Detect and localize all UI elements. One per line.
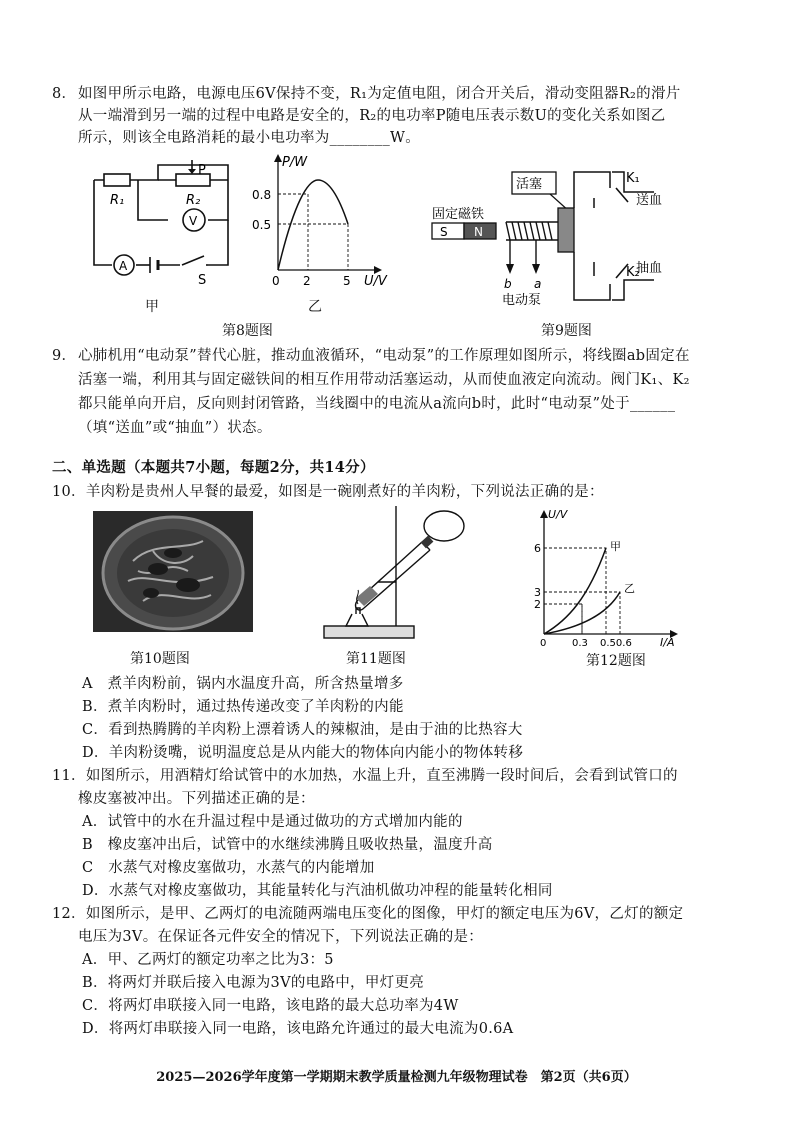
q10-line-1 [52,482,604,502]
q12-number: 12． [52,906,86,922]
graph-tick-2: 2 [303,274,311,288]
section-2-title: 二、单选题（本题共7小题，每题2分，共14分） [52,459,375,476]
graph-tick-05: 0.5 [252,218,272,232]
q11-line-1 [52,766,678,786]
q9-line-2: 活塞一端，利用其与固定磁铁间的相互作用带动活塞运动，从而使血液定向流动。阀门K₁、K₂ [78,372,690,388]
fig-b-label: 乙 [308,299,322,315]
q9-number: 9． [52,348,77,364]
q10-number: 10． [52,484,86,500]
q11-option-c: C 水蒸气对橡皮塞做功，水蒸气的内能增加 [82,860,375,876]
outflow-label: 送血 [636,193,663,208]
q9-text-1: 心肺机用“电动泵”替代心脏，推动血液循环，“电动泵”的工作原理如图所示，将线圈ab固定在 [78,348,690,364]
graph-x-label: U/V [364,274,387,289]
pump-label: 电动泵 [502,293,542,308]
valve-k2-label: K₂ [626,265,640,280]
piston-label: 活塞 [516,177,543,192]
valve-k1-label: K₁ [626,171,640,186]
switch-label: S [198,273,207,288]
voltmeter-label: V [189,214,198,228]
ui-x-label: I/A [660,636,675,649]
q12-ui-graph [528,508,688,648]
page-footer: 2025—2026学年度第一学期期末教学质量检测九年级物理试卷 第2页（共6页） [156,1070,637,1085]
q11-line-2: 橡皮塞被冲出。下列描述正确的是： [78,791,315,807]
q11-number: 11． [52,768,86,784]
ammeter-label: A [119,259,128,273]
q8-caption: 第8题图 [222,323,273,339]
q12-option-b: B．将两灯并联后接入电源为3V的电路中，甲灯更亮 [82,975,425,991]
ui-curve-yi-label: 乙 [624,582,635,595]
ui-tick-03: 0.3 [572,638,588,649]
magnet-n-label: N [474,225,483,239]
q9-caption: 第9题图 [541,323,592,339]
q8-line-1 [52,84,681,104]
graph-tick-08: 0.8 [252,188,272,202]
q10-option-c: C．看到热腾腾的羊肉粉上漂着诱人的辣椒油，是由于油的比热容大 [82,722,523,738]
q10-caption: 第10题图 [130,651,190,667]
q8-circuit-diagram [88,160,238,290]
q9-line-3: 都只能单向开启，反向则封闭管路，当线圈中的电流从a流向b时，此时“电动泵”处于______ [78,396,676,412]
coil-b-label: b [504,277,512,291]
q12-option-d: D．将两灯串联接入同一电路，该电路允许通过的最大电流为0.6A [82,1021,514,1037]
q11-option-a: A．试管中的水在升温过程中是通过做功的方式增加内能的 [82,814,463,830]
q9-line-4: （填“送血”或“抽血”）状态。 [78,420,272,436]
q8-text-1: 如图甲所示电路，电源电压6V保持不变，R₁为定值电阻，闭合开关后，滑动变阻器R₂的滑片 [78,86,681,102]
ui-tick-0: 0 [540,638,547,649]
q8-line-2: 从一端滑到另一端的过程中电路是安全的，R₂的电功率P随电压表示数U的变化关系如图乙 [78,108,666,124]
ui-tick-2: 2 [534,598,541,611]
q11-apparatus-diagram [318,502,468,642]
q12-option-a: A．甲、乙两灯的额定功率之比为3：5 [82,952,334,968]
fig-a-label: 甲 [145,299,159,315]
r2-label: R₂ [186,193,201,208]
q8-number: 8． [52,86,77,102]
q12-line-1 [52,904,683,924]
q11-caption: 第11题图 [346,651,406,667]
q10-option-d: D．羊肉粉烫嘴，说明温度总是从内能大的物体向内能小的物体转移 [82,745,524,761]
graph-tick-5: 5 [343,274,351,288]
q8-power-graph [246,152,396,287]
ui-tick-05-06: 0.50.6 [600,638,632,649]
magnet-label: 固定磁铁 [432,207,485,222]
q11-option-b: B 橡皮塞冲出后，试管中的水继续沸腾且吸收热量，温度升高 [82,837,493,853]
ui-y-label: U/V [548,508,568,521]
q10-option-b: B．煮羊肉粉时，通过热传递改变了羊肉粉的内能 [82,699,404,715]
q9-pump-diagram [430,168,670,308]
q11-text-1: 如图所示，用酒精灯给试管中的水加热，水温上升，直至沸腾一段时间后，会看到试管口的 [85,768,678,784]
q12-option-c: C．将两灯串联接入同一电路，该电路的最大总功率为4W [82,998,459,1014]
magnet-s-label: S [440,225,448,239]
q10-bowl-photo [93,511,253,632]
graph-tick-0: 0 [272,274,280,288]
q10-option-a: A 煮羊肉粉前，锅内水温度升高，所含热量增多 [82,676,404,692]
ui-curve-jia-label: 甲 [610,540,621,553]
graph-y-label: P/W [282,155,308,170]
r1-label: R₁ [110,193,125,208]
q11-option-d: D．水蒸气对橡皮塞做功，其能量转化与汽油机做功冲程的能量转化相同 [82,883,553,899]
q12-text-1: 如图所示，是甲、乙两灯的电流随两端电压变化的图像，甲灯的额定电压为6V，乙灯的额定 [85,906,684,922]
inflow-label: 抽血 [636,261,663,276]
q12-line-2: 电压为3V。在保证各元件安全的情况下，下列说法正确的是： [78,929,484,945]
q10-stem: 羊肉粉是贵州人早餐的最爱，如图是一碗刚煮好的羊肉粉，下列说法正确的是： [85,484,604,500]
q9-line-1 [52,346,690,366]
coil-a-label: a [534,277,542,291]
ui-tick-3: 3 [534,586,541,599]
q12-caption: 第12题图 [586,653,646,669]
slider-p-label: P [198,163,206,178]
ui-tick-6: 6 [534,542,541,555]
q8-line-3: 所示，则该全电路消耗的最小电功率为________W。 [78,130,421,146]
